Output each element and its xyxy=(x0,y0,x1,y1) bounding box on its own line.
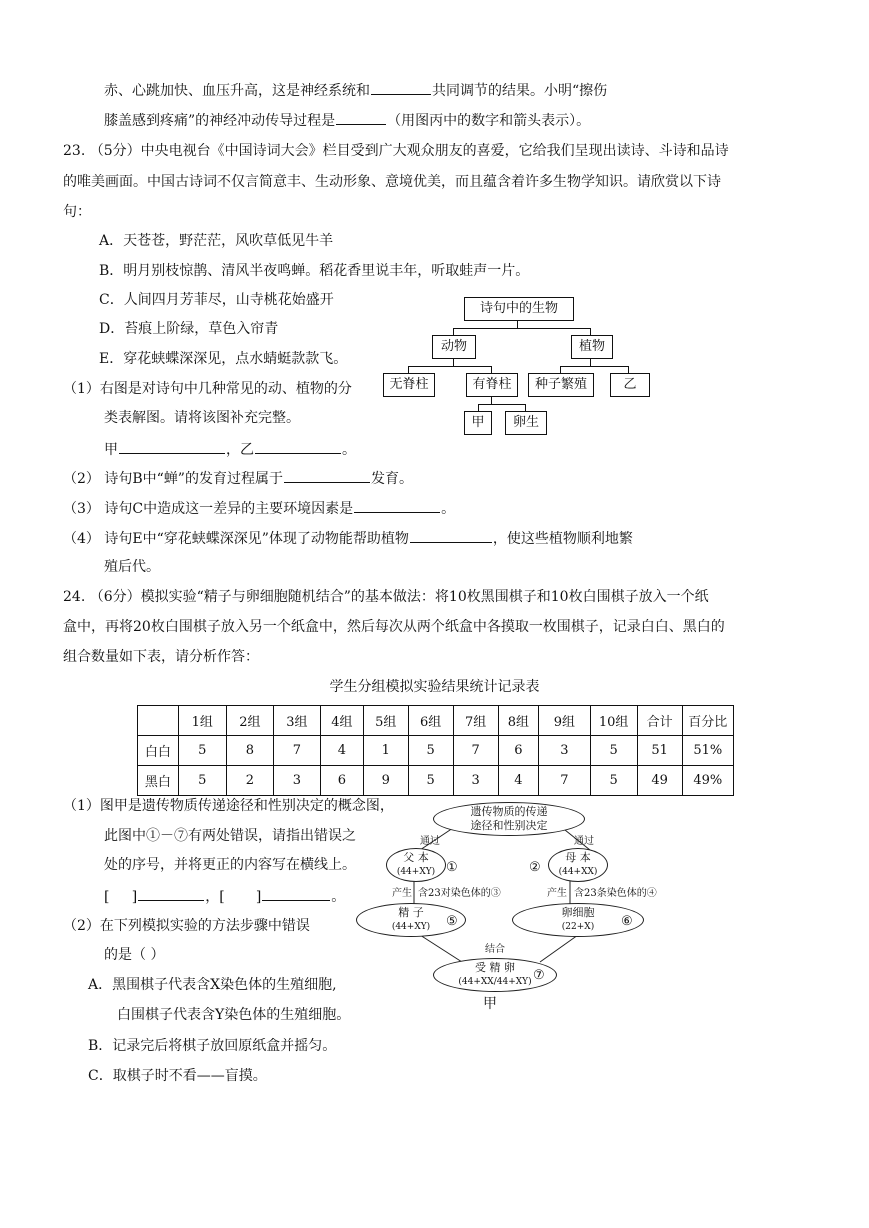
table-cell: 5 xyxy=(178,766,226,796)
q24-intro-2: 盒中，再将20枚白围棋子放入另一个纸盒中，然后每次从两个纸盒中各摸取一枚围棋子，记录白白、黑白的 xyxy=(63,619,725,635)
label-through-left: 通过 xyxy=(420,836,440,847)
option-a-1: A．黑围棋子代表含X染色体的生殖细胞, xyxy=(88,977,337,993)
tree-seed-reproduction: 种子繁殖 xyxy=(528,373,594,397)
table-cell: 5 xyxy=(178,736,226,766)
marker-2: ② xyxy=(529,860,541,875)
marker-1: ① xyxy=(446,860,458,875)
table-header-cell: 百分比 xyxy=(682,706,733,736)
table-cell: 2 xyxy=(226,766,273,796)
table-header-cell: 9组 xyxy=(539,706,590,736)
table-header-cell: 5组 xyxy=(363,706,408,736)
poem-e: E．穿花蛱蝶深深见，点水蜻蜓款款飞。 xyxy=(99,351,348,367)
table-cell: 4 xyxy=(320,736,363,766)
table-header-cell: 合计 xyxy=(637,706,682,736)
q23-intro-1: 23. （5分）中央电视台《中国诗词大会》栏目受到广大观众朋友的喜爱，它给我们呈现出读诗、斗诗和品诗 xyxy=(63,143,729,159)
poem-c: C．人间四月芳菲尽，山寺桃花始盛开 xyxy=(99,292,334,308)
table-cell: 3 xyxy=(539,736,590,766)
table-title: 学生分组模拟实验结果统计记录表 xyxy=(329,679,540,695)
node-sperm: 精 子 (44+XY) xyxy=(356,903,466,937)
table-cell: 黑白 xyxy=(138,766,179,796)
table-header-cell: 6组 xyxy=(408,706,453,736)
option-c: C．取棋子时不看——盲摸。 xyxy=(88,1068,267,1084)
tree-jia: 甲 xyxy=(464,411,492,435)
q24-sub2-a: （2）在下列模拟实验的方法步骤中错误 xyxy=(63,918,310,934)
table-cell: 9 xyxy=(363,766,408,796)
table-cell: 6 xyxy=(320,766,363,796)
table-cell: 49 xyxy=(637,766,682,796)
table-header-cell: 1组 xyxy=(178,706,226,736)
option-a-2: 白围棋子代表含Y染色体的生殖细胞。 xyxy=(117,1007,351,1023)
q22-line2: 膝盖感到疼痛”的神经冲动传导过程是 （用图丙中的数字和箭头表示）。 xyxy=(104,110,590,131)
marker-6: ⑥ xyxy=(621,914,633,929)
q24-sub1-a: （1）图甲是遗传物质传递途径和性别决定的概念图， xyxy=(63,798,394,814)
q24-sub2-b: 的是（ ） xyxy=(104,947,165,963)
node-egg: 卵细胞 (22+X) xyxy=(512,903,644,937)
tree-root: 诗句中的生物 xyxy=(464,297,574,321)
table-cell: 5 xyxy=(590,766,637,796)
node-mother: 母 本 (44+XX) xyxy=(548,848,608,882)
q24-intro-3: 组合数量如下表，请分析作答： xyxy=(63,649,259,665)
table-cell: 3 xyxy=(273,766,320,796)
table-cell: 4 xyxy=(498,766,539,796)
marker-5: ⑤ xyxy=(446,914,458,929)
tree-animal: 动物 xyxy=(432,335,476,359)
q23-sub3: （3） 诗句C中造成这一差异的主要环境因素是 。 xyxy=(63,498,455,519)
q23-sub4-c: 殖后代。 xyxy=(104,559,160,575)
q23-intro-2: 的唯美画面。中国古诗词不仅言简意丰、生动形象、意境优美，而且蕴含着许多生物学知识。请欣赏以下诗 xyxy=(63,174,721,190)
table-header-cell: 8组 xyxy=(498,706,539,736)
table-cell: 5 xyxy=(408,766,453,796)
q23-sub2: （2） 诗句B中“蝉”的发育过程属于 发育。 xyxy=(63,468,413,489)
table-cell: 6 xyxy=(498,736,539,766)
q23-sub1-answer: 甲 ，乙 。 xyxy=(104,439,356,460)
node-zygote: 受 精 卵 (44+XX/44+XY) xyxy=(433,958,557,992)
label-combine: 结合 xyxy=(485,944,505,955)
q23-intro-3: 句： xyxy=(63,204,91,220)
table-cell: 7 xyxy=(539,766,590,796)
tree-plant: 植物 xyxy=(571,335,613,359)
node-root: 遗传物质的传递 途径和性别决定 xyxy=(433,802,585,836)
table-cell: 7 xyxy=(453,736,498,766)
label-chromosome-left: 含23对染色体的③ xyxy=(418,888,501,899)
table-cell: 白白 xyxy=(138,736,179,766)
table-header-cell: 10组 xyxy=(590,706,637,736)
table-cell: 51% xyxy=(682,736,733,766)
q22-line1: 赤、心跳加快、血压升高，这是神经系统和 共同调节的结果。小明“擦伤 xyxy=(104,80,607,101)
poem-a: A．天苍苍，野茫茫，风吹草低见牛羊 xyxy=(99,233,334,249)
label-produce-right: 产生 xyxy=(547,888,567,899)
q24-sub1-c: 处的序号，并将更正的内容写在横线上。 xyxy=(104,857,356,873)
table-cell: 5 xyxy=(590,736,637,766)
table-cell: 5 xyxy=(408,736,453,766)
poem-b: B．明月别枝惊鹊、清风半夜鸣蝉。稻花香里说丰年，听取蛙声一片。 xyxy=(99,263,530,279)
table-header-cell: 7组 xyxy=(453,706,498,736)
q24-sub1-answer: [ ] ，[ ] 。 xyxy=(104,886,345,907)
table-cell: 49% xyxy=(682,766,733,796)
label-produce-left: 产生 xyxy=(392,888,412,899)
table-cell: 8 xyxy=(226,736,273,766)
table-header-cell: 2组 xyxy=(226,706,273,736)
q23-sub1-b: 类表解图。请将该图补充完整。 xyxy=(104,410,300,426)
tree-yi: 乙 xyxy=(610,373,650,397)
q23-sub4: （4） 诗句E中“穿花蛱蝶深深见”体现了动物能帮助植物 ，使这些植物顺利地繁 xyxy=(63,528,633,549)
table-cell: 51 xyxy=(637,736,682,766)
option-b: B．记录完后将棋子放回原纸盒并摇匀。 xyxy=(88,1038,337,1054)
diagram-caption: 甲 xyxy=(483,996,497,1012)
table-cell: 7 xyxy=(273,736,320,766)
poem-d: D．苔痕上阶绿，草色入帘青 xyxy=(99,321,279,337)
table-header-cell: 3组 xyxy=(273,706,320,736)
q23-sub1-a: （1）右图是对诗句中几种常见的动、植物的分 xyxy=(63,381,352,397)
table-cell: 3 xyxy=(453,766,498,796)
tree-invertebrate: 无脊柱 xyxy=(383,373,435,397)
table-cell: 1 xyxy=(363,736,408,766)
tree-oviparous: 卵生 xyxy=(505,411,547,435)
q24-intro-1: 24. （6分）模拟实验“精子与卵细胞随机结合”的基本做法：将10枚黑围棋子和10枚白围棋子放入一个纸 xyxy=(63,589,709,605)
table-header-cell: 4组 xyxy=(320,706,363,736)
label-chromosome-right: 含23条染色体的④ xyxy=(574,888,657,899)
q24-sub1-b: 此图中①－⑦有两处错误，请指出错误之 xyxy=(104,828,356,844)
marker-7: ⑦ xyxy=(533,968,545,983)
label-through-right: 通过 xyxy=(574,836,594,847)
node-father: 父 本 (44+XY) xyxy=(386,848,446,882)
tree-vertebrate: 有脊柱 xyxy=(466,373,518,397)
